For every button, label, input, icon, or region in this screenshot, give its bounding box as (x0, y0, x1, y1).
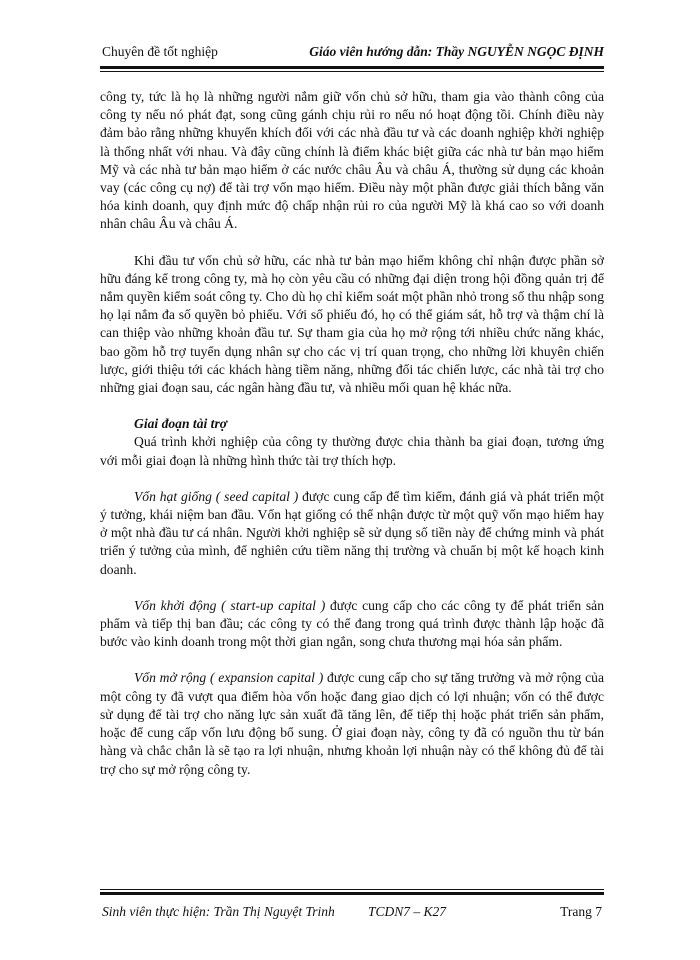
document-type-label: Chuyên đề tốt nghiệp (102, 44, 218, 59)
page-header (100, 44, 604, 64)
header-divider (100, 66, 604, 69)
term-startup-capital: Vốn khởi động ( start-up capital ) (134, 597, 326, 613)
expansion-capital-description: được cung cấp cho sự tăng trưởng và mở rộng của một công ty đã vượt qua điểm hòa vốn hoặc đang giao dịch có lợi nhuận; vốn có thể được sử dụng để tài trợ cho năng lực sản xuất đã tăng lên, để tiếp thị hoặc phát triển sản phẩm, hoặc để cung cấp vốn lưu động bổ sung. Ở giai đoạn này, công ty đã có nguồn thu từ bán hàng và chắc chắn là sẽ tạo ra lợi nhuận, nhưng khoản lợi nhuận này có thể không đủ để tài trợ cho sự mở rộng công ty. (100, 670, 604, 777)
paragraph-funding-stages-intro: Quá trình khởi nghiệp của công ty thường được chia thành ba giai đoạn, tương ứng với mỗi giai đoạn là những hình thức tài trợ thích hợp. (100, 434, 604, 468)
page-number: Trang 7 (560, 904, 602, 919)
term-seed-capital: Vốn hạt giống ( seed capital ) (134, 488, 299, 504)
term-expansion-capital: Vốn mở rộng ( expansion capital ) (134, 670, 324, 686)
class-code: TCDN7 – K27 (368, 904, 447, 919)
student-name: Sinh viên thực hiện: Trần Thị Nguyệt Trinh (102, 904, 335, 919)
paragraph-equity-control: Khi đầu tư vốn chủ sở hữu, các nhà tư bản mạo hiểm không chỉ nhận được phần sở hữu đáng kể trong công ty, mà họ còn yêu cầu có những đại diện trong hội đồng quản trị để nắm quyền kiểm soát công ty. Cho dù họ chỉ kiểm soát một phần nhỏ trong số thu nhập song họ lại nắm đa số quyền bỏ phiếu. Với số phiếu đó, họ có thể giám sát, hỗ trợ và thậm chí là can thiệp vào những khoản đầu tư. Sự tham gia của họ mở rộng tới nhiều chức năng khác, bao gồm hỗ trợ tuyển dụng nhân sự cho các vị trí quan trọng, cho những lời khuyên chiến lược, giới thiệu tới các khách hàng tiềm năng, những đối tác chiến lược, các nhà tài trợ cho những giai đoạn sau, các ngân hàng đầu tư, và nhiều mối quan hệ khác nữa. (100, 252, 604, 396)
supervisor-label: Giáo viên hướng dẫn: Thầy NGUYỄN NGỌC ĐỊNH (309, 44, 604, 59)
paragraph-seed-capital (100, 488, 604, 579)
footer-divider (100, 889, 604, 890)
paragraph-continuation: công ty, tức là họ là những người nắm giữ vốn chủ sở hữu, tham gia vào thành công của công ty nếu nó phát đạt, song cũng gánh chịu rủi ro nếu nó hoạt động tồi. Chính điều này đảm bảo rằng những khuyến khích đối với các nhà đầu tư và các doanh nghiệp khởi nghiệp là thống nhất với nhau. Và đây cũng chính là điểm khác biệt giữa các nhà tư bản mạo hiểm Mỹ và các nhà tư bản mạo hiểm ở các nước châu Âu và châu Á, thường sử dụng các khoản vay (các công cụ nợ) để tài trợ vốn mạo hiểm. Điều này một phần được giải thích bằng văn hóa kinh doanh, quy định mức độ chấp nhận rủi ro của người Mỹ là khá cao so với doanh nhân châu Âu và châu Á. (100, 89, 604, 232)
paragraph-expansion-capital (100, 669, 604, 778)
seed-capital-description: được cung cấp để tìm kiếm, đánh giá và phát triển một ý tưởng, khái niệm ban đầu. Vốn hạt giống có thể nhận được từ một quỹ vốn mạo hiểm hay ở một nhà đầu tư cá nhân. Người khởi nghiệp sẽ sử dụng số tiền này để chứng minh và phát triển ý tưởng của mình, để nghiên cứu tiềm năng thị trường và chuẩn bị một kế hoạch kinh doanh. (100, 488, 604, 577)
section-heading-funding-stages: Giai đoạn tài trợ (134, 416, 228, 432)
startup-capital-description: được cung cấp cho các công ty để phát triển sản phẩm và tiếp thị ban đầu; các công ty có thể đang trong quá trình được thành lập hoặc đã bước vào kinh doanh trong một thời gian ngắn, song chưa thương mại hóa sản phẩm. (100, 597, 604, 650)
paragraph-startup-capital (100, 597, 604, 652)
page-footer (100, 904, 604, 922)
page-body (100, 88, 604, 797)
